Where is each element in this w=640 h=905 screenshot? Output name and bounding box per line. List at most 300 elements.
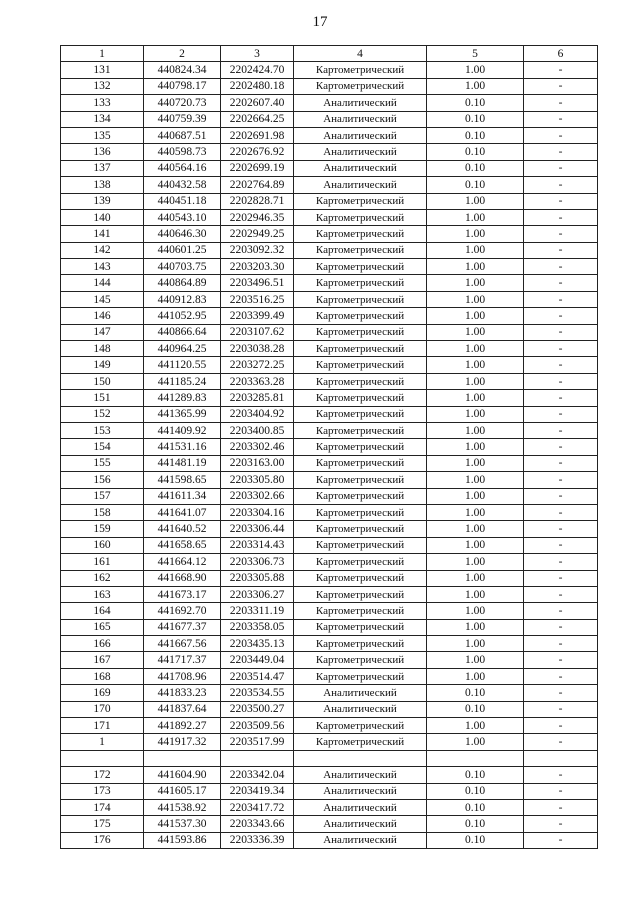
note-cell: - [524, 422, 598, 438]
x-coordinate-cell: 440432.58 [144, 177, 221, 193]
accuracy-cell: 1.00 [427, 226, 524, 242]
y-coordinate-cell: 2203092.32 [221, 242, 294, 258]
method-cell: Картометрический [294, 406, 427, 422]
table-row [61, 357, 598, 373]
table-row [61, 488, 598, 504]
method-cell: Картометрический [294, 652, 427, 668]
x-coordinate-cell: 441538.92 [144, 799, 221, 815]
y-coordinate-cell: 2203342.04 [221, 767, 294, 783]
method-cell: Аналитический [294, 177, 427, 193]
table-row [61, 406, 598, 422]
note-cell: - [524, 259, 598, 275]
table-row [61, 504, 598, 520]
y-coordinate-cell: 2203419.34 [221, 783, 294, 799]
accuracy-cell: 1.00 [427, 308, 524, 324]
method-cell: Картометрический [294, 422, 427, 438]
y-coordinate-cell: 2202424.70 [221, 62, 294, 78]
x-coordinate-cell: 440646.30 [144, 226, 221, 242]
point-number-cell: 149 [61, 357, 144, 373]
note-cell: - [524, 193, 598, 209]
method-cell: Картометрический [294, 373, 427, 389]
table-row [61, 226, 598, 242]
point-number-cell: 132 [61, 78, 144, 94]
accuracy-cell: 1.00 [427, 668, 524, 684]
table-row [61, 373, 598, 389]
accuracy-cell: 0.10 [427, 783, 524, 799]
point-number-cell: 147 [61, 324, 144, 340]
x-coordinate-cell: 441531.16 [144, 439, 221, 455]
x-coordinate-cell: 440598.73 [144, 144, 221, 160]
table-row [61, 78, 598, 94]
method-cell: Картометрический [294, 554, 427, 570]
x-coordinate-cell: 441641.07 [144, 504, 221, 520]
x-coordinate-cell [144, 750, 221, 766]
point-number-cell: 167 [61, 652, 144, 668]
point-number-cell: 169 [61, 685, 144, 701]
x-coordinate-cell: 441708.96 [144, 668, 221, 684]
method-cell: Картометрический [294, 472, 427, 488]
y-coordinate-cell: 2203302.46 [221, 439, 294, 455]
accuracy-cell: 1.00 [427, 636, 524, 652]
method-cell [294, 750, 427, 766]
y-coordinate-cell: 2203514.47 [221, 668, 294, 684]
note-cell: - [524, 652, 598, 668]
y-coordinate-cell: 2203509.56 [221, 718, 294, 734]
accuracy-cell: 1.00 [427, 193, 524, 209]
y-coordinate-cell: 2203343.66 [221, 816, 294, 832]
y-coordinate-cell [221, 750, 294, 766]
note-cell: - [524, 341, 598, 357]
accuracy-cell: 1.00 [427, 521, 524, 537]
accuracy-cell: 1.00 [427, 242, 524, 258]
note-cell: - [524, 668, 598, 684]
point-number-cell: 144 [61, 275, 144, 291]
method-cell: Картометрический [294, 488, 427, 504]
table-row [61, 127, 598, 143]
x-coordinate-cell: 441598.65 [144, 472, 221, 488]
y-coordinate-cell: 2202949.25 [221, 226, 294, 242]
x-coordinate-cell: 441185.24 [144, 373, 221, 389]
note-cell: - [524, 406, 598, 422]
x-coordinate-cell: 440720.73 [144, 95, 221, 111]
method-cell: Аналитический [294, 685, 427, 701]
table-row [61, 537, 598, 553]
note-cell: - [524, 832, 598, 848]
note-cell [524, 750, 598, 766]
y-coordinate-cell: 2203038.28 [221, 341, 294, 357]
table-row [61, 701, 598, 717]
point-number-cell: 146 [61, 308, 144, 324]
accuracy-cell: 1.00 [427, 455, 524, 471]
y-coordinate-cell: 2202480.18 [221, 78, 294, 94]
table-row [61, 422, 598, 438]
accuracy-cell: 1.00 [427, 718, 524, 734]
point-number-cell: 138 [61, 177, 144, 193]
header-cell: 1 [61, 46, 144, 62]
point-number-cell: 137 [61, 160, 144, 176]
note-cell: - [524, 685, 598, 701]
y-coordinate-cell: 2202828.71 [221, 193, 294, 209]
y-coordinate-cell: 2203516.25 [221, 291, 294, 307]
accuracy-cell: 1.00 [427, 291, 524, 307]
x-coordinate-cell: 441837.64 [144, 701, 221, 717]
header-cell: 6 [524, 46, 598, 62]
y-coordinate-cell: 2202676.92 [221, 144, 294, 160]
accuracy-cell: 1.00 [427, 209, 524, 225]
table-row [61, 832, 598, 848]
x-coordinate-cell: 441593.86 [144, 832, 221, 848]
x-coordinate-cell: 441640.52 [144, 521, 221, 537]
method-cell: Аналитический [294, 783, 427, 799]
note-cell: - [524, 357, 598, 373]
y-coordinate-cell: 2203306.44 [221, 521, 294, 537]
coordinates-table [60, 45, 598, 849]
point-number-cell: 160 [61, 537, 144, 553]
table-row [61, 95, 598, 111]
note-cell: - [524, 783, 598, 799]
method-cell: Картометрический [294, 586, 427, 602]
method-cell: Картометрический [294, 259, 427, 275]
method-cell: Картометрический [294, 455, 427, 471]
point-number-cell: 174 [61, 799, 144, 815]
note-cell: - [524, 308, 598, 324]
x-coordinate-cell: 441692.70 [144, 603, 221, 619]
point-number-cell: 1 [61, 734, 144, 750]
method-cell: Картометрический [294, 668, 427, 684]
point-number-cell: 170 [61, 701, 144, 717]
y-coordinate-cell: 2202764.89 [221, 177, 294, 193]
table-row [61, 570, 598, 586]
note-cell: - [524, 62, 598, 78]
table-row [61, 439, 598, 455]
note-cell: - [524, 95, 598, 111]
note-cell: - [524, 472, 598, 488]
point-number-cell: 134 [61, 111, 144, 127]
accuracy-cell: 1.00 [427, 439, 524, 455]
table-row [61, 242, 598, 258]
method-cell: Картометрический [294, 62, 427, 78]
point-number-cell [61, 750, 144, 766]
table-row [61, 111, 598, 127]
x-coordinate-cell: 440564.16 [144, 160, 221, 176]
x-coordinate-cell: 441677.37 [144, 619, 221, 635]
y-coordinate-cell: 2203314.43 [221, 537, 294, 553]
header-cell: 3 [221, 46, 294, 62]
accuracy-cell: 0.10 [427, 832, 524, 848]
point-number-cell: 133 [61, 95, 144, 111]
note-cell: - [524, 718, 598, 734]
point-number-cell: 176 [61, 832, 144, 848]
point-number-cell: 165 [61, 619, 144, 635]
method-cell: Аналитический [294, 95, 427, 111]
x-coordinate-cell: 441365.99 [144, 406, 221, 422]
x-coordinate-cell: 440864.89 [144, 275, 221, 291]
table-row [61, 816, 598, 832]
note-cell: - [524, 144, 598, 160]
accuracy-cell: 1.00 [427, 275, 524, 291]
x-coordinate-cell: 440759.39 [144, 111, 221, 127]
note-cell: - [524, 554, 598, 570]
accuracy-cell: 1.00 [427, 259, 524, 275]
table-row [61, 636, 598, 652]
x-coordinate-cell: 441664.12 [144, 554, 221, 570]
note-cell: - [524, 619, 598, 635]
table-row [61, 341, 598, 357]
note-cell: - [524, 767, 598, 783]
point-number-cell: 150 [61, 373, 144, 389]
note-cell: - [524, 226, 598, 242]
note-cell: - [524, 799, 598, 815]
point-number-cell: 140 [61, 209, 144, 225]
x-coordinate-cell: 440964.25 [144, 341, 221, 357]
point-number-cell: 152 [61, 406, 144, 422]
method-cell: Картометрический [294, 537, 427, 553]
point-number-cell: 139 [61, 193, 144, 209]
x-coordinate-cell: 441537.30 [144, 816, 221, 832]
x-coordinate-cell: 441481.19 [144, 455, 221, 471]
x-coordinate-cell: 441120.55 [144, 357, 221, 373]
note-cell: - [524, 439, 598, 455]
x-coordinate-cell: 441289.83 [144, 390, 221, 406]
accuracy-cell: 0.10 [427, 799, 524, 815]
method-cell: Картометрический [294, 504, 427, 520]
x-coordinate-cell: 440798.17 [144, 78, 221, 94]
point-number-cell: 173 [61, 783, 144, 799]
accuracy-cell: 0.10 [427, 685, 524, 701]
table-header-row [61, 46, 598, 62]
header-cell: 4 [294, 46, 427, 62]
method-cell: Картометрический [294, 636, 427, 652]
method-cell: Картометрический [294, 226, 427, 242]
method-cell: Картометрический [294, 521, 427, 537]
y-coordinate-cell: 2203404.92 [221, 406, 294, 422]
table-row [61, 521, 598, 537]
y-coordinate-cell: 2203302.66 [221, 488, 294, 504]
method-cell: Аналитический [294, 767, 427, 783]
point-number-cell: 162 [61, 570, 144, 586]
accuracy-cell: 1.00 [427, 586, 524, 602]
y-coordinate-cell: 2203435.13 [221, 636, 294, 652]
note-cell: - [524, 324, 598, 340]
table-row [61, 652, 598, 668]
note-cell: - [524, 701, 598, 717]
table-row [61, 144, 598, 160]
note-cell: - [524, 177, 598, 193]
table-row [61, 783, 598, 799]
point-number-cell: 143 [61, 259, 144, 275]
accuracy-cell: 1.00 [427, 62, 524, 78]
accuracy-cell: 1.00 [427, 472, 524, 488]
accuracy-cell: 1.00 [427, 78, 524, 94]
y-coordinate-cell: 2203400.85 [221, 422, 294, 438]
y-coordinate-cell: 2203496.51 [221, 275, 294, 291]
method-cell: Аналитический [294, 111, 427, 127]
y-coordinate-cell: 2202691.98 [221, 127, 294, 143]
method-cell: Аналитический [294, 160, 427, 176]
method-cell: Картометрический [294, 324, 427, 340]
note-cell: - [524, 570, 598, 586]
table-row [61, 619, 598, 635]
accuracy-cell: 1.00 [427, 422, 524, 438]
note-cell: - [524, 521, 598, 537]
x-coordinate-cell: 441668.90 [144, 570, 221, 586]
note-cell: - [524, 373, 598, 389]
table-row [61, 62, 598, 78]
x-coordinate-cell: 440543.10 [144, 209, 221, 225]
y-coordinate-cell: 2202946.35 [221, 209, 294, 225]
y-coordinate-cell: 2203272.25 [221, 357, 294, 373]
note-cell: - [524, 78, 598, 94]
method-cell: Картометрический [294, 291, 427, 307]
y-coordinate-cell: 2203305.80 [221, 472, 294, 488]
point-number-cell: 171 [61, 718, 144, 734]
accuracy-cell: 1.00 [427, 324, 524, 340]
accuracy-cell: 0.10 [427, 701, 524, 717]
table-row [61, 554, 598, 570]
x-coordinate-cell: 441052.95 [144, 308, 221, 324]
method-cell: Картометрический [294, 619, 427, 635]
accuracy-cell: 1.00 [427, 357, 524, 373]
accuracy-cell: 1.00 [427, 652, 524, 668]
table-row [61, 275, 598, 291]
y-coordinate-cell: 2203311.19 [221, 603, 294, 619]
y-coordinate-cell: 2203449.04 [221, 652, 294, 668]
accuracy-cell: 0.10 [427, 160, 524, 176]
y-coordinate-cell: 2203107.62 [221, 324, 294, 340]
accuracy-cell: 1.00 [427, 488, 524, 504]
method-cell: Картометрический [294, 439, 427, 455]
note-cell: - [524, 390, 598, 406]
y-coordinate-cell: 2203305.88 [221, 570, 294, 586]
point-number-cell: 175 [61, 816, 144, 832]
y-coordinate-cell: 2203285.81 [221, 390, 294, 406]
note-cell: - [524, 127, 598, 143]
point-number-cell: 157 [61, 488, 144, 504]
method-cell: Картометрический [294, 193, 427, 209]
accuracy-cell: 0.10 [427, 144, 524, 160]
y-coordinate-cell: 2203306.27 [221, 586, 294, 602]
point-number-cell: 151 [61, 390, 144, 406]
x-coordinate-cell: 441604.90 [144, 767, 221, 783]
point-number-cell: 164 [61, 603, 144, 619]
accuracy-cell: 1.00 [427, 390, 524, 406]
note-cell: - [524, 488, 598, 504]
point-number-cell: 163 [61, 586, 144, 602]
point-number-cell: 154 [61, 439, 144, 455]
page-number: 17 [312, 14, 328, 30]
point-number-cell: 141 [61, 226, 144, 242]
note-cell: - [524, 734, 598, 750]
method-cell: Картометрический [294, 341, 427, 357]
point-number-cell: 153 [61, 422, 144, 438]
x-coordinate-cell: 440866.64 [144, 324, 221, 340]
accuracy-cell: 0.10 [427, 111, 524, 127]
method-cell: Аналитический [294, 832, 427, 848]
note-cell: - [524, 160, 598, 176]
accuracy-cell: 1.00 [427, 619, 524, 635]
point-number-cell: 145 [61, 291, 144, 307]
y-coordinate-cell: 2203304.16 [221, 504, 294, 520]
table-row [61, 734, 598, 750]
table-row [61, 390, 598, 406]
note-cell: - [524, 291, 598, 307]
table-row [61, 209, 598, 225]
y-coordinate-cell: 2202699.19 [221, 160, 294, 176]
point-number-cell: 148 [61, 341, 144, 357]
method-cell: Картометрический [294, 275, 427, 291]
x-coordinate-cell: 441611.34 [144, 488, 221, 504]
x-coordinate-cell: 440687.51 [144, 127, 221, 143]
method-cell: Картометрический [294, 357, 427, 373]
note-cell: - [524, 636, 598, 652]
accuracy-cell: 1.00 [427, 406, 524, 422]
accuracy-cell: 1.00 [427, 554, 524, 570]
accuracy-cell: 1.00 [427, 341, 524, 357]
x-coordinate-cell: 440912.83 [144, 291, 221, 307]
table-row [61, 668, 598, 684]
method-cell: Аналитический [294, 816, 427, 832]
header-cell: 2 [144, 46, 221, 62]
x-coordinate-cell: 441892.27 [144, 718, 221, 734]
note-cell: - [524, 603, 598, 619]
y-coordinate-cell: 2202607.40 [221, 95, 294, 111]
note-cell: - [524, 455, 598, 471]
point-number-cell: 131 [61, 62, 144, 78]
accuracy-cell: 1.00 [427, 570, 524, 586]
table-row [61, 324, 598, 340]
accuracy-cell: 1.00 [427, 603, 524, 619]
y-coordinate-cell: 2203163.00 [221, 455, 294, 471]
y-coordinate-cell: 2203517.99 [221, 734, 294, 750]
x-coordinate-cell: 441833.23 [144, 685, 221, 701]
method-cell: Картометрический [294, 603, 427, 619]
point-number-cell: 172 [61, 767, 144, 783]
x-coordinate-cell: 440824.34 [144, 62, 221, 78]
table-row [61, 472, 598, 488]
method-cell: Аналитический [294, 144, 427, 160]
y-coordinate-cell: 2203417.72 [221, 799, 294, 815]
table-row [61, 685, 598, 701]
note-cell: - [524, 504, 598, 520]
table-row [61, 586, 598, 602]
note-cell: - [524, 209, 598, 225]
note-cell: - [524, 242, 598, 258]
table-row [61, 177, 598, 193]
x-coordinate-cell: 440703.75 [144, 259, 221, 275]
accuracy-cell: 1.00 [427, 734, 524, 750]
accuracy-cell: 0.10 [427, 767, 524, 783]
y-coordinate-cell: 2203399.49 [221, 308, 294, 324]
table-row [61, 291, 598, 307]
method-cell: Картометрический [294, 570, 427, 586]
y-coordinate-cell: 2203336.39 [221, 832, 294, 848]
point-number-cell: 168 [61, 668, 144, 684]
y-coordinate-cell: 2203534.55 [221, 685, 294, 701]
note-cell: - [524, 537, 598, 553]
table-row [61, 259, 598, 275]
method-cell: Аналитический [294, 127, 427, 143]
method-cell: Картометрический [294, 242, 427, 258]
point-number-cell: 142 [61, 242, 144, 258]
y-coordinate-cell: 2203203.30 [221, 259, 294, 275]
table-row [61, 603, 598, 619]
x-coordinate-cell: 441917.32 [144, 734, 221, 750]
x-coordinate-cell: 441673.17 [144, 586, 221, 602]
table-row [61, 308, 598, 324]
point-number-cell: 135 [61, 127, 144, 143]
accuracy-cell: 1.00 [427, 537, 524, 553]
method-cell: Картометрический [294, 734, 427, 750]
